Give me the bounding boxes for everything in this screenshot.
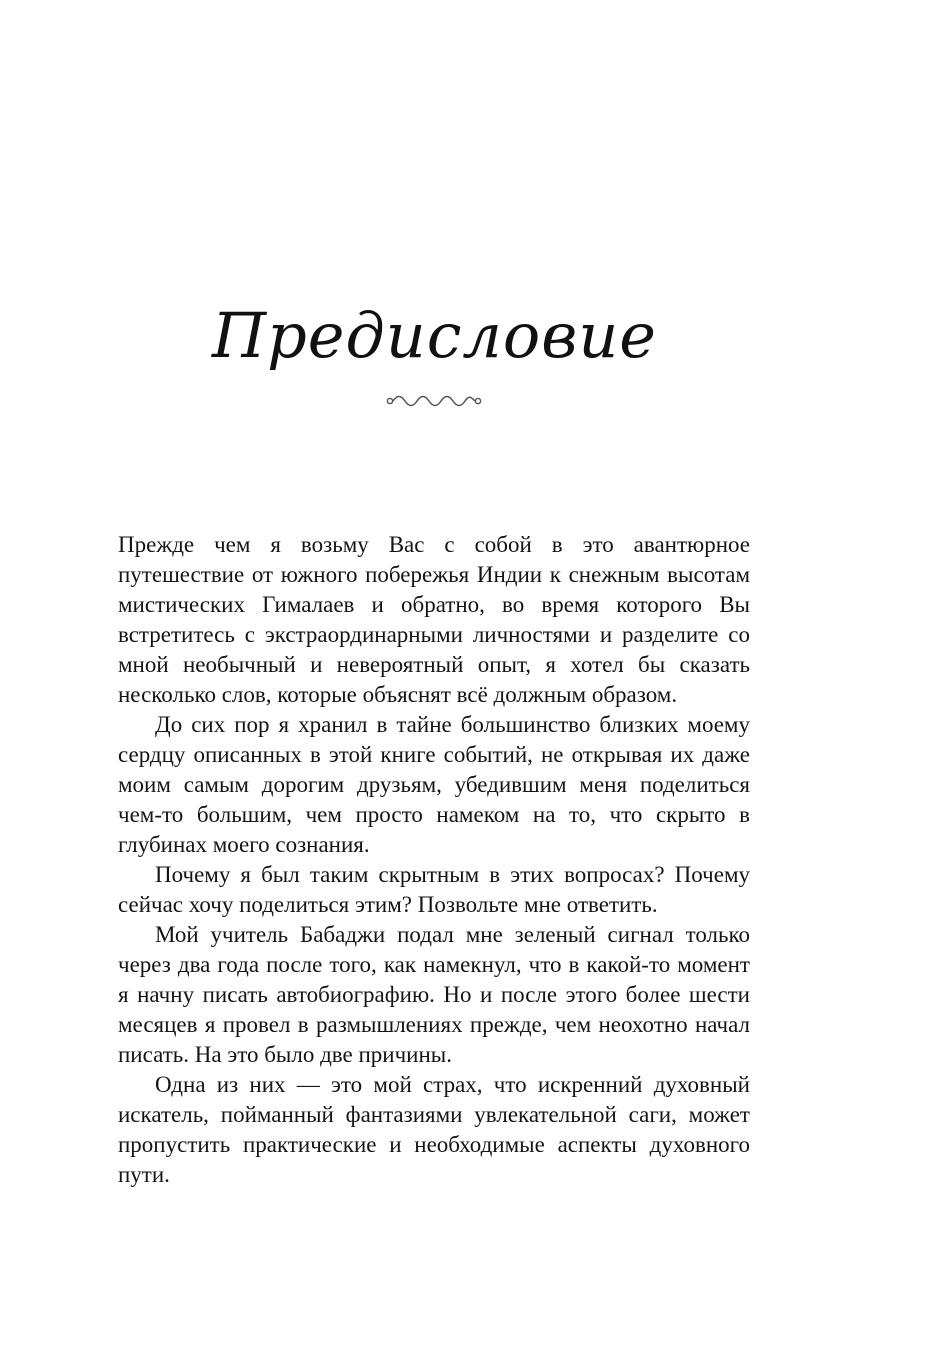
chapter-title: Предисловие xyxy=(212,299,657,372)
paragraph: До сих пор я хранил в тайне большинство близких моему сердцу описанных в этой книге событий, не открывая их даже моим самым дорогим друзьям, убедившим меня поделиться чем-то большим, чем просто намеком на то, что скрыто в глубинах моего сознания. xyxy=(118,712,750,857)
paragraph: Мой учитель Бабаджи подал мне зеленый сигнал только через два года после того, как намекнул, что в какой-то момент я начну писать автобиографию. Но и после этого более шести месяцев я провел в размышлениях прежде, чем неохотно начал писать. На это было две причины. xyxy=(118,922,750,1067)
title-ornament-divider xyxy=(386,393,482,409)
preface-body xyxy=(118,530,750,1190)
paragraph: Прежде чем я возьму Вас с собой в это авантюрное путешествие от южного побережья Индии к снежным высотам мистических Гималаев и обратно, во время которого Вы встретитесь с экстраординарными личностями и разделите со мной необычный и невероятный опыт, я хотел бы сказать несколько слов, которые объяснят всё должным образом. xyxy=(118,532,750,707)
paragraph: Почему я был таким скрытным в этих вопросах? Почему сейчас хочу поделиться этим? Позвольте мне ответить. xyxy=(118,862,750,917)
paragraph: Одна из них — это мой страх, что искренний духовный искатель, пойманный фантазиями увлекательной саги, может пропустить практические и необходимые аспекты духовного пути. xyxy=(118,1072,750,1187)
